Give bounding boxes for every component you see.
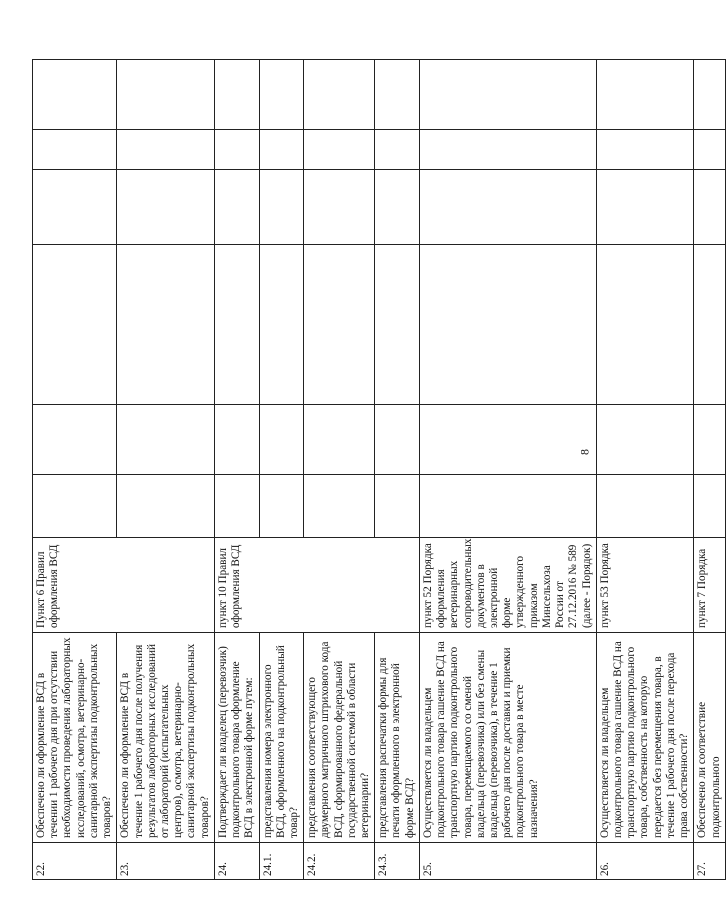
- checklist-table: [32, 59, 726, 880]
- answer-cell: [33, 170, 117, 245]
- answer-cell: [694, 60, 725, 130]
- table-row: [117, 60, 215, 880]
- row-number: 24.2.: [304, 843, 375, 880]
- answer-cell: [117, 475, 215, 538]
- answer-cell: [419, 245, 596, 405]
- answer-cell: [375, 170, 420, 245]
- answer-cell: [596, 245, 694, 405]
- reference-cell: пункт 10 Правил оформления ВСД: [214, 538, 419, 633]
- question-cell: представления соответствующего двумерного матричного штрихового кода ВСД, сформированного федеральной государственной системой в области ветеринарии?: [304, 633, 375, 843]
- answer-cell: [214, 170, 259, 245]
- answer-cell: [596, 130, 694, 170]
- answer-cell: [214, 405, 259, 475]
- answer-cell: [694, 475, 725, 538]
- question-cell: Осуществляется ли владельцем подконтрольного товара гашение ВСД на транспортную партию подконтрольного товара, собственность на которую передается без перемещения товара, в течение 1 рабочего дня после перехода права собственности?: [596, 633, 694, 843]
- answer-cell: [375, 475, 420, 538]
- table-row: [375, 60, 420, 880]
- answer-cell: [117, 130, 215, 170]
- answer-cell: [596, 475, 694, 538]
- row-number: 26.: [596, 843, 694, 880]
- question-cell: Осуществляется ли владельцем подконтрольного товара гашение ВСД на транспортную партию подконтрольного товара, перемещаемого со сменой владельца (перевозчика) или без смены владельца (перевозчика), в течение 1 рабочего дня после доставки и приемки подконтрольного товара в месте назначения?: [419, 633, 596, 843]
- row-number: 24.3.: [375, 843, 420, 880]
- answer-cell: [117, 60, 215, 130]
- answer-cell: [117, 405, 215, 475]
- answer-cell: [694, 245, 725, 405]
- answer-cell: [304, 130, 375, 170]
- table-row: [259, 60, 304, 880]
- answer-cell: [304, 475, 375, 538]
- answer-cell: [33, 405, 117, 475]
- table-row: [694, 60, 725, 880]
- row-number: 24.1.: [259, 843, 304, 880]
- answer-cell: [117, 170, 215, 245]
- answer-cell: [214, 130, 259, 170]
- table-row: [304, 60, 375, 880]
- table-row: [214, 60, 259, 880]
- answer-cell: [596, 60, 694, 130]
- row-number: 22.: [33, 843, 117, 880]
- answer-cell: [375, 60, 420, 130]
- table-row: [33, 60, 117, 880]
- answer-cell: [33, 60, 117, 130]
- answer-cell: [33, 245, 117, 405]
- answer-cell: [419, 130, 596, 170]
- reference-cell: пункт 7 Порядка: [694, 538, 725, 633]
- answer-cell: [596, 405, 694, 475]
- answer-cell: [694, 170, 725, 245]
- answer-cell: [375, 245, 420, 405]
- answer-cell: [304, 170, 375, 245]
- answer-cell: [259, 405, 304, 475]
- question-cell: представления распечатки формы для печати оформленного в электронной форме ВСД?: [375, 633, 420, 843]
- answer-cell: [117, 245, 215, 405]
- checklist-table-container: [32, 60, 722, 880]
- answer-cell: [375, 405, 420, 475]
- answer-cell: [214, 60, 259, 130]
- row-number: 23.: [117, 843, 215, 880]
- answer-cell: [33, 475, 117, 538]
- answer-cell: [214, 245, 259, 405]
- answer-cell: [419, 405, 596, 475]
- answer-cell: [596, 170, 694, 245]
- answer-cell: [304, 245, 375, 405]
- reference-cell: пункт 52 Порядка оформления ветеринарных сопроводительных документов в электронной форме утвержденного приказом Минсельхоза России от 27.12.2016 № 589 (далее - Порядок): [419, 538, 596, 633]
- answer-cell: [419, 475, 596, 538]
- answer-cell: [214, 475, 259, 538]
- answer-cell: [259, 475, 304, 538]
- answer-cell: [304, 405, 375, 475]
- answer-cell: [259, 60, 304, 130]
- question-cell: Обеспечено ли оформление ВСД в течение 1 рабочего дня после получения результатов лабораторных исследований от лабораторий (испытательных центров), осмотра, ветеринарно-санитарной экспертизы подконтрольных товаров?: [117, 633, 215, 843]
- page-number: 8: [577, 449, 592, 455]
- answer-cell: [259, 245, 304, 405]
- reference-cell: пункт 53 Порядка: [596, 538, 694, 633]
- answer-cell: [375, 130, 420, 170]
- question-cell: Обеспечено ли соответствие подконтрольного: [694, 633, 725, 843]
- answer-cell: [33, 130, 117, 170]
- row-number: 24.: [214, 843, 259, 880]
- answer-cell: [419, 60, 596, 130]
- question-cell: Обеспечено ли оформление ВСД в течении 1 рабочего дня при отсутствии необходимости проведения лабораторных исследований, осмотра, ветеринарно-санитарной экспертизы подконтрольных товаров?: [33, 633, 117, 843]
- answer-cell: [419, 170, 596, 245]
- answer-cell: [694, 130, 725, 170]
- row-number: 27.: [694, 843, 725, 880]
- reference-cell: Пункт 6 Правил оформления ВСД: [33, 538, 215, 633]
- answer-cell: [259, 170, 304, 245]
- answer-cell: [259, 130, 304, 170]
- question-cell: представления номера электронного ВСД, оформленного на подконтрольный товар?: [259, 633, 304, 843]
- row-number: 25.: [419, 843, 596, 880]
- answer-cell: [694, 405, 725, 475]
- answer-cell: [304, 60, 375, 130]
- table-row: [419, 60, 596, 880]
- question-cell: Подтверждает ли владелец (перевозчик) подконтрольного товара оформление ВСД в электронной форме путем:: [214, 633, 259, 843]
- table-row: [596, 60, 694, 880]
